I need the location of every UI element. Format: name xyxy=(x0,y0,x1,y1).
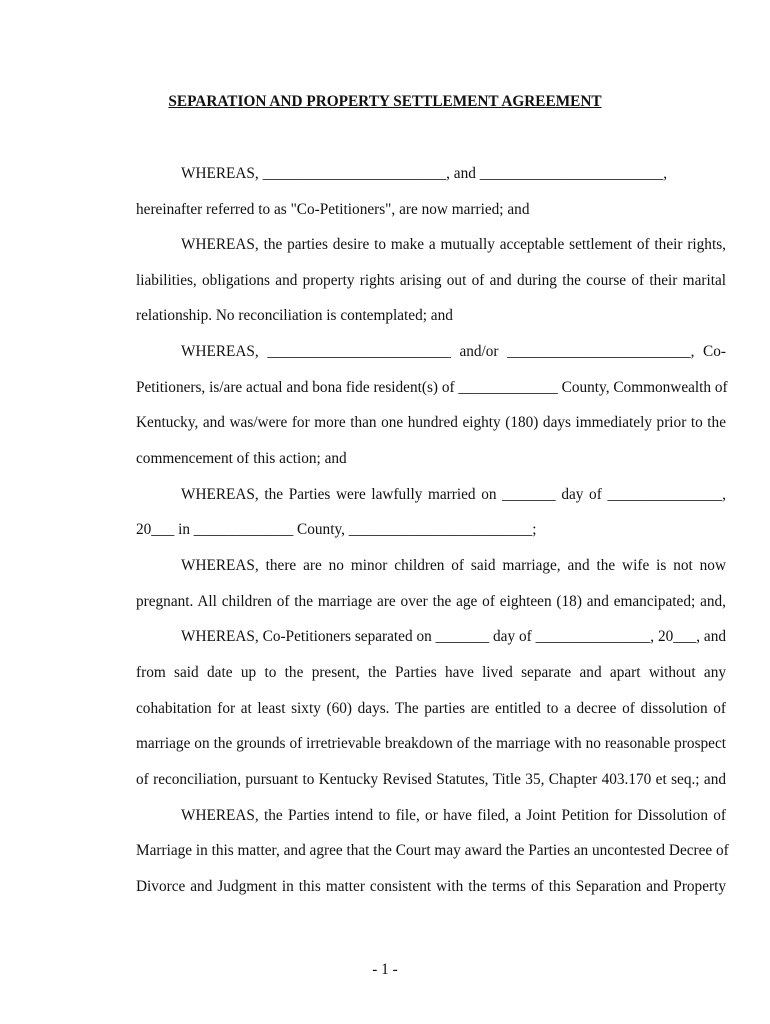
text-line: WHEREAS, the parties desire to make a mutually acceptable settlement of their rights, xyxy=(181,236,726,253)
text-line: 20___ in _____________ County, ________________________; xyxy=(136,521,537,538)
document-title: SEPARATION AND PROPERTY SETTLEMENT AGREEMENT xyxy=(168,93,602,110)
text-line: WHEREAS, the Parties intend to file, or have filed, a Joint Petition for Dissolution of xyxy=(181,807,726,824)
text-line: hereinafter referred to as "Co-Petitioners", are now married; and xyxy=(136,201,530,218)
text-line: WHEREAS, ________________________ and/or ________________________, Co- xyxy=(181,343,726,360)
page-number: - 1 - xyxy=(372,961,398,978)
text-line: WHEREAS, Co-Petitioners separated on _______ day of _______________, 20___, and xyxy=(181,628,726,645)
text-line: Kentucky, and was/were for more than one hundred eighty (180) days immediately prior to the xyxy=(136,414,726,431)
text-line: pregnant. All children of the marriage are over the age of eighteen (18) and emancipated; and, xyxy=(136,593,726,610)
text-line: liabilities, obligations and property rights arising out of and during the course of their marital xyxy=(136,272,726,289)
text-line: marriage on the grounds of irretrievable breakdown of the marriage with no reasonable prospect xyxy=(136,735,726,752)
text-line: relationship. No reconciliation is contemplated; and xyxy=(136,307,453,324)
text-line: Petitioners, is/are actual and bona fide resident(s) of _____________ County, Commonwealth of xyxy=(136,379,728,396)
text-line: WHEREAS, there are no minor children of said marriage, and the wife is not now xyxy=(181,557,726,574)
text-line: WHEREAS, the Parties were lawfully married on _______ day of _______________, xyxy=(181,486,726,503)
text-line: Marriage in this matter, and agree that the Court may award the Parties an uncontested Decree of xyxy=(136,842,729,859)
text-line: commencement of this action; and xyxy=(136,450,347,467)
text-line: from said date up to the present, the Parties have lived separate and apart without any xyxy=(136,664,726,681)
text-line: of reconciliation, pursuant to Kentucky Revised Statutes, Title 35, Chapter 403.170 et seq.; and xyxy=(136,771,726,788)
text-line: cohabitation for at least sixty (60) days. The parties are entitled to a decree of dissolution of xyxy=(136,700,726,717)
text-line: WHEREAS, ________________________, and ________________________, xyxy=(181,165,668,182)
text-line: Divorce and Judgment in this matter consistent with the terms of this Separation and Property xyxy=(136,878,726,895)
